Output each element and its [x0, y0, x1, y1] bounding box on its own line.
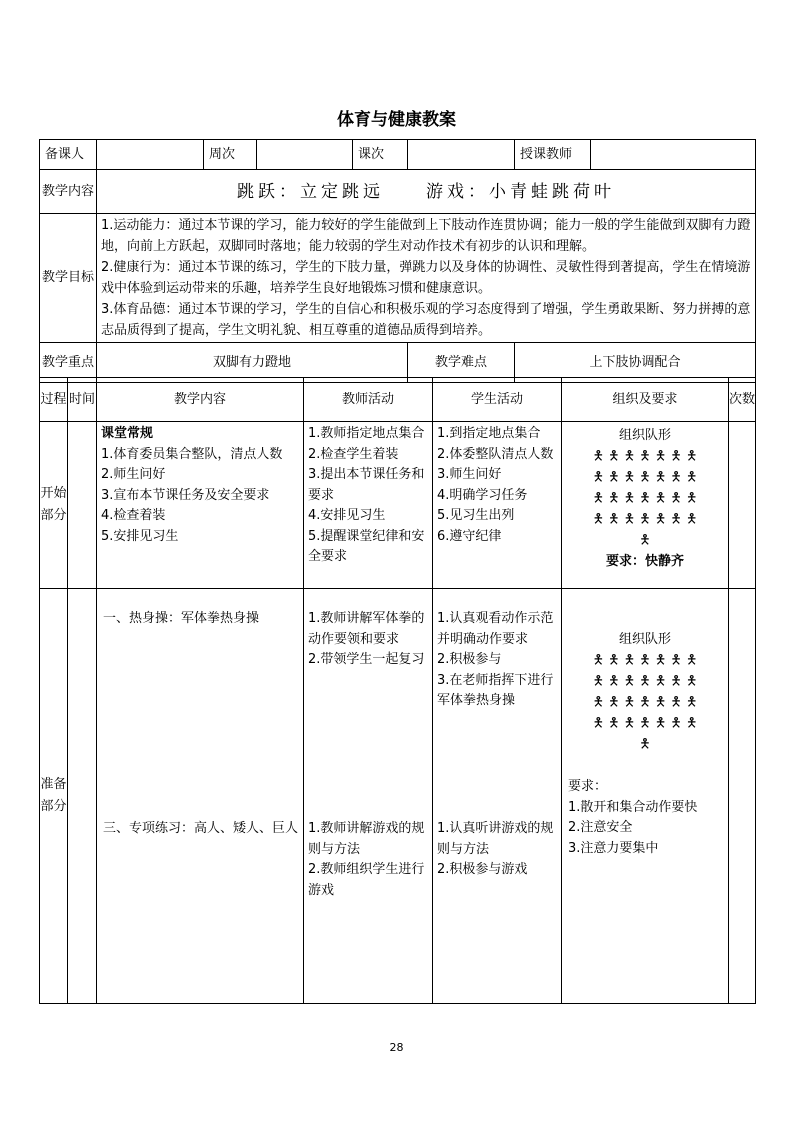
prep-student-activity	[433, 589, 562, 1004]
list-item: 4.明确学习任务	[437, 487, 528, 503]
page-title: 体育与健康教案	[337, 110, 456, 130]
list-item: 3.提出本节课任务和要求	[308, 467, 425, 503]
list-item: 1.教师指定地点集合	[308, 426, 425, 441]
list-item: 1.认真听讲游戏的规则与方法	[437, 821, 554, 857]
list-item: 5.安排见习生	[101, 528, 179, 544]
difficulty-label: 教学难点	[408, 343, 515, 383]
formation-row-icon: 🯅 🯅 🯅 🯅 🯅 🯅 🯅	[592, 674, 698, 689]
list-item: 4.检查着装	[101, 508, 166, 523]
col-count: 次数	[729, 378, 756, 422]
start-organization	[562, 422, 729, 589]
list-item: 1.到指定地点集合	[437, 426, 541, 441]
time-prep	[68, 589, 97, 1004]
preparer-value	[97, 140, 204, 170]
col-teacher: 教师活动	[304, 378, 433, 422]
formation-row-icon: 🯅 🯅 🯅 🯅 🯅 🯅 🯅	[592, 512, 698, 527]
time-start	[68, 422, 97, 589]
list-item: 5.提醒课堂纪律和安全要求	[308, 528, 425, 564]
formation-row-icon: 🯅 🯅 🯅 🯅 🯅 🯅 🯅	[592, 695, 698, 710]
list-item: 2.体委整队清点人数	[437, 446, 554, 462]
preparer-label: 备课人	[40, 140, 97, 170]
teacher-figure-icon: 🯅	[639, 533, 651, 548]
list-item: 3.师生问好	[437, 467, 502, 482]
list-item: 2.教师组织学生进行游戏	[308, 862, 425, 898]
teacher-figure-icon: 🯅	[639, 737, 651, 752]
prep-content	[97, 589, 304, 1004]
col-content: 教学内容	[97, 378, 304, 422]
col-organization: 组织及要求	[562, 378, 729, 422]
col-student: 学生活动	[433, 378, 562, 422]
list-item: 2.检查学生着装	[308, 446, 399, 462]
list-item: 1.散开和集合动作要快	[568, 799, 698, 815]
teacher-value	[591, 140, 756, 170]
list-item: 2.师生问好	[101, 467, 166, 482]
list-item: 4.安排见习生	[308, 508, 386, 523]
teacher-label: 授课教师	[515, 140, 591, 170]
key-point-label: 教学重点	[40, 343, 97, 383]
difficulty-value: 上下肢协调配合	[515, 343, 756, 383]
list-item: 2.积极参与游戏	[437, 862, 528, 877]
list-item: 1.教师讲解游戏的规则与方法	[308, 821, 425, 857]
formation-title: 组织队形	[618, 632, 671, 647]
list-item: 2.带领学生一起复习	[308, 652, 425, 667]
count-prep	[729, 589, 756, 1004]
formation-row-icon: 🯅 🯅 🯅 🯅 🯅 🯅 🯅	[592, 653, 698, 668]
list-item: 3.注意力要集中	[568, 840, 659, 856]
goal-item: 2.健康行为：通过本节课的练习，学生的下肢力量，弹跳力以及身体的协调性、灵敏性得到著提高，学生在情境游戏中体验到运动带来的乐趣，培养学生良好地锻炼习惯和健康意识。	[101, 260, 751, 296]
list-item: 6.遵守纪律	[437, 528, 502, 544]
warmup-item: 一、热身操：军体拳热身操	[103, 611, 260, 626]
formation-title: 组织队形	[618, 428, 671, 443]
goal-item: 3.体育品德：通过本节课的学习，学生的自信心和积极乐观的学习态度得到了增强，学生勇敢果断、努力拼搏的意志品质得到了提高，学生文明礼貌、相互尊重的道德品质得到培养。	[101, 302, 751, 338]
class-value	[408, 140, 515, 170]
formation-row-icon: 🯅 🯅 🯅 🯅 🯅 🯅 🯅	[592, 716, 698, 731]
content-label: 教学内容	[40, 170, 97, 214]
page-number: 28	[389, 1041, 404, 1054]
process-start: 开始部分	[40, 422, 68, 589]
goal-item: 1.运动能力：通过本节课的学习，能力较好的学生能做到上下肢动作连贯协调；能力一般的学生能做到双脚有力蹬地，向前上方跃起，双脚同时落地；能力较弱的学生对动作技术有初步的认识和理解。	[101, 218, 751, 254]
list-item: 1.教师讲解军体拳的动作要领和要求	[308, 611, 425, 647]
formation-row-icon: 🯅 🯅 🯅 🯅 🯅 🯅 🯅	[592, 449, 698, 464]
col-time: 时间	[68, 378, 97, 422]
start-teacher-activity	[304, 422, 433, 589]
col-process: 过程	[40, 378, 68, 422]
goals-text	[97, 214, 756, 343]
requirement-title: 要求：	[568, 779, 608, 794]
prep-teacher-activity	[304, 589, 433, 1004]
list-item: 3.宣布本节课任务及安全要求	[101, 487, 270, 503]
list-item: 5.见习生出列	[437, 508, 515, 523]
process-prep: 准备部分	[40, 589, 68, 1004]
list-item: 1.认真观看动作示范并明确动作要求	[437, 611, 554, 647]
routine-title: 课堂常规	[101, 426, 154, 441]
practice-item: 三、专项练习：高人、矮人、巨人	[103, 821, 299, 836]
week-value	[257, 140, 353, 170]
prep-organization	[562, 589, 729, 1004]
start-content	[97, 422, 304, 589]
start-requirement: 要求：快静齐	[605, 554, 684, 569]
formation-row-icon: 🯅 🯅 🯅 🯅 🯅 🯅 🯅	[592, 491, 698, 506]
goals-label: 教学目标	[40, 214, 97, 343]
count-start	[729, 422, 756, 589]
start-student-activity	[433, 422, 562, 589]
lesson-topic: 跳跃：立定跳远 游戏：小青蛙跳荷叶	[97, 170, 756, 214]
formation-row-icon: 🯅 🯅 🯅 🯅 🯅 🯅 🯅	[592, 470, 698, 485]
lesson-plan-header-table	[39, 139, 756, 383]
lesson-process-table	[39, 377, 756, 1004]
list-item: 2.注意安全	[568, 820, 633, 835]
key-point-value: 双脚有力蹬地	[97, 343, 408, 383]
class-label: 课次	[353, 140, 408, 170]
week-label: 周次	[204, 140, 257, 170]
list-item: 1.体育委员集合整队，清点人数	[101, 446, 283, 462]
list-item: 2.积极参与	[437, 652, 502, 667]
list-item: 3.在老师指挥下进行军体拳热身操	[437, 672, 554, 708]
